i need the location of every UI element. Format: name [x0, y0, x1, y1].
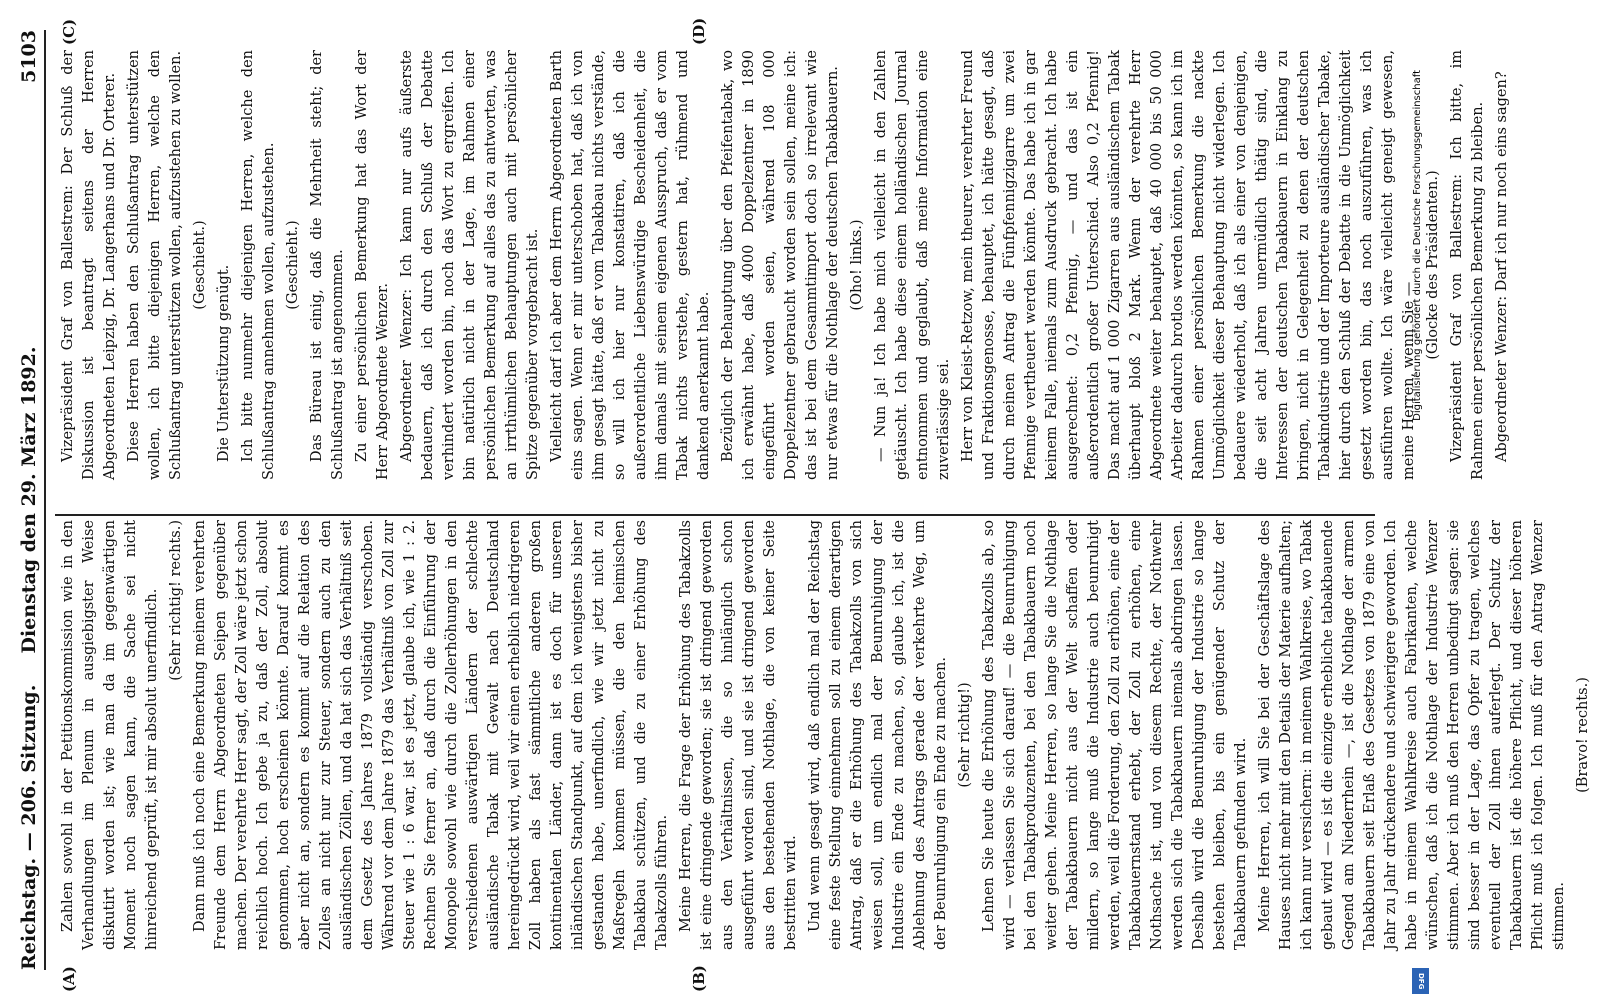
paragraph: Und wenn gesagt wird, daß endlich mal der Reichstag eine feste Stellung einnehmen soll zu einem derartigen Antrag, daß er die Erhöhung des Tabakzolls von sich weisen soll, um endlich mal der Beunruhigung der Industrie ein Ende zu machen, so, glaube ich, ist die Ablehnung des Antrags gerade der verkehrte Weg, um der Beunruhigung ein Ende zu machen. — [807, 520, 949, 950]
margin-marker-b: (B) — [690, 965, 708, 992]
paragraph: Zu einer persönlichen Bemerkung hat das Wort der Herr Abgeordnete Wenzer. — [354, 50, 391, 480]
paragraph: Diese Herren haben den Schlußantrag unterstützen wollen, ich bitte diejenigen Herren, welche den Schlußantrag unterstützen wollen, aufzustehen zu wollen. — [126, 50, 184, 480]
paragraph: Meine Herren, ich will Sie bei der Geschäftslage des Hauses nicht mehr mit den Details der Materie aufhalten; ich kann nur versichern: in meinem Wahlkreise, wo Tabak gebaut wird — es ist die einzige erhebliche tabakbauende Gegend am Niederrhein —, ist die Nothlage der armen Tabakbauern seit Erlaß des Gesetzes von 1879 eine von Jahr zu Jahr drückendere und schwierigere geworden. Ich habe in meinem Wahlkreise auch Fabrikanten, welche wünschen, daß ich die Nothlage der Industrie Wenzer stimmen. Aber ich muß den Herren unbedingt sagen: sie sind besser in der Lage, das Opfer zu tragen, welches eventuell der Zoll ihnen auferlegt. Der Schutz der Tabakbauern ist die höhere Pflicht, und dieser höheren Pflicht muß ich folgen. Ich muß für den Antrag Wenzer stimmen. — [1257, 520, 1567, 950]
interjection: (Glocke des Präsidenten.) — [1425, 170, 1441, 360]
paragraph: Lehnen Sie heute die Erhöhung des Tabakzolls ab, so wird — verlassen Sie sich darauf! — die Beunruhigung bei den Tabakproduzenten, bei den Tabakbauern noch weiter gehen. Meine Herren, so lange Sie die Nothlage der Tabakbauern nicht aus der Welt schaffen oder mildern, so lange muß die Industrie auch beunruhigt werden, weil die Forderung, den Zoll zu erhöhen, eine der Tabakbauernstand erhebt, der Zoll zu erhöhen, eine Nothsache ist, und von diesem Rechte, der Nothwehr werden sich die Tabakbauern niemals abdringen lassen. Deshalb wird die Beunruhigung der Industrie so lange bestehen bleiben, bis ein genügender Schutz der Tabakbauern gefunden wird. — [981, 520, 1249, 950]
header-rule — [44, 30, 46, 970]
paragraph: — Nun ja! Ich habe mich vielleicht in den Zahlen getäuscht. Ich habe diese einem holländischen Journal entnommen und geglaubt, daß meine Information eine zuverlässige sei. — [873, 50, 952, 480]
digitization-note — [1410, 70, 1432, 930]
page-header — [14, 30, 44, 970]
interjection: (Geschieht.) — [285, 220, 301, 310]
paragraph: Ich bitte nunmehr diejenigen Herren, welche den Schlußantrag annehmen wollen, aufzustehen. — [240, 50, 277, 480]
paragraph: Abgeordneter Wenzer: Darf ich nur noch eins sagen? — [1494, 71, 1510, 462]
paragraph: Das Büreau ist einig, daß die Mehrheit steht; der Schlußantrag ist angenommen. — [309, 50, 346, 480]
paragraph: Vielleicht darf ich aber dem Herrn Abgeordneten Barth eins sagen. Wenn er mir unterschoben hat, daß ich von ihm gesagt hätte, daß er vom Tabakbau nichts verstände, so will ich hier nur konstatiren, daß ich die außerordentliche Liebenswürdige Bescheidenheit, die ihm damals mit seinem eigenen Ausspruch, daß er vom Tabak nichts verstehe, gestern hat, rühmend und dankend anerkannt habe. — [549, 50, 712, 480]
interjection: (Sehr richtig! rechts.) — [168, 520, 184, 681]
column-divider — [55, 514, 1375, 516]
paragraph: Vizepräsident Graf von Ballestrem: Ich bitte, im Rahmen einer persönlichen Bemerkung zu bleiben. — [1449, 50, 1486, 480]
left-column — [58, 520, 1597, 950]
header-date: Dienstag den 29. März 1892. — [18, 346, 40, 654]
margin-marker-d: (D) — [690, 17, 708, 45]
interjection: (Bravo! rechts.) — [1575, 677, 1591, 793]
paragraph: Bezüglich der Behauptung über den Pfeifentabak, wo ich erwähnt habe, daß 4000 Doppelzentner in 1890 eingeführt worden seien, während 108 000 Doppelzentner gebraucht worden sein sollen, meine ich: das ist bei dem Gesammtimport doch so irrelevant wie nur etwas für die Nothlage der deutschen Tabakbauern. — [720, 50, 841, 480]
paragraph: Meine Herren, die Frage der Erhöhung des Tabakzolls ist eine dringende geworden; sie ist dringend geworden aus den Verhältnissen, die so hinlänglich schon ausgeführt worden sind, und sie ist dringend geworden aus den bestehenden Nothlage, die von keiner Seite bestritten wird. — [678, 520, 799, 950]
header-left: Reichstag. — 206. Sitzung. — [18, 684, 40, 970]
dfg-logo: DFG — [1412, 968, 1429, 994]
paragraph: Die Unterstützung genügt. — [216, 264, 232, 462]
page-number: 5103 — [18, 30, 40, 83]
paragraph: Zahlen sowohl in der Petitionskommission wie in den Verhandlungen im Plenum in ausgiebigster Weise diskutirt worden ist; wie man da im gegenwärtigen Moment noch sagen kann, die Sache sei nicht hinreichend geprüft, ist mir absolut unerfindlich. — [60, 520, 160, 950]
right-column — [58, 50, 1516, 480]
interjection: (Sehr richtig!) — [957, 682, 973, 788]
paragraph: Abgeordneter Wenzer: Ich kann nur aufs äußerste bedauern, daß ich durch den Schluß der Debatte verhindert worden bin, noch das Wort zu ergreifen. Ich bin natürlich nicht in der Lage, im Rahmen einer persönlichen Bemerkung auf alles das zu antworten, was an irrthümlichen Behauptungen auch mit persönlicher Spitze gegenüber vorgebracht ist. — [399, 50, 541, 480]
paragraph: Herr von Kleist-Retzow, mein theurer, verehrter Freund und Fraktionsgenosse, behauptet, ich hätte gesagt, daß durch meinen Antrag die Fünfpfennigzigarre um zwei Pfennige vertheuert werden könnte. Das habe ich in gar keinem Falle, niemals zum Ausdruck gebracht. Ich habe ausgerechnet: 0,2 Pfennig, — und das ist ein außerordentlich großer Unterschied. Also 0,2 Pfennig! Das macht auf 1 000 Zigarren aus ausländischem Tabak überhaupt bloß 2 Mark. Wenn der verehrte Herr Abgeordnete weiter behauptet, daß 40 000 bis 50 000 Arbeiter dadurch brotlos werden könnten, so kann ich im Rahmen einer persönlichen Bemerkung die nackte Unmöglichkeit dieser Behauptung nicht widerlegen. Ich bedauere wiederholt, daß ich als einer von denjenigen, die seit acht Jahren unermüdlich thätig sind, die Interessen der deutschen Tabakbauern in Einklang zu bringen, nicht in Gelegenheit zu denen der deutschen Tabakindustrie und der Importeure ausländischer Tabake, hier durch den Schluß der Debatte in die Unmöglichkeit gesetzt worden bin, das noch auszuführen, was ich ausführen wollte. Ich wäre vielleicht geneigt gewesen, meine Herren, wenn Sie — — [960, 50, 1417, 480]
paragraph: Vizepräsident Graf von Ballestrem: Der Schluß der Diskussion ist beantragt seitens der Herren Abgeordneten Leipzig, Dr. Langerhans und Dr. Orterer. — [60, 50, 118, 480]
paragraph: Dann muß ich noch eine Bemerkung meinem verehrten Freunde dem Herrn Abgeordneten Seipen gegenüber machen. Der verehrte Herr sagt, der Zoll wäre jetzt schon reichlich hoch. Ich gebe ja zu, daß der Zoll, absolut genommen, hoch erscheinen könnte. Darauf kommt es aber nicht an, sondern es kommt auf die Relation des Zolles an nicht nur zur Steuer, sondern auch zu den ausländischen Zöllen, und da hat sich das Verhältniß seit dem Gesetz des Jahres 1879 vollständig verschoben. Während vor dem Jahre 1879 das Verhältniß von Zoll zur Steuer wie 1 : 6 war, ist es jetzt, glaube ich, wie 1 : 2. Rechnen Sie ferner an, daß durch die Einführung der Monopole sowohl wie durch die Zollerhöhungen in den verschiedenen auswärtigen Ländern der schlechte ausländische Tabak mit Gewalt nach Deutschland hereingedrückt wird, weil wir einen erheblich niedrigeren Zoll haben als fast sämmtliche anderen großen kontinentalen Länder, dann ist es doch für unseren inländischen Standpunkt, auf dem ich wenigstens bisher gestanden habe, unerfindlich, wie wir jetzt nicht zu Maßregeln kommen müssen, die den heimischen Tabakbau schützen, und die zu einer Erhöhung des Tabakzolls führen. — [192, 520, 670, 950]
interjection: (Oho! links.) — [849, 219, 865, 311]
digitization-note-text: Digitalisierung gefördert durch die Deutsche Forschungsgemeinschaft — [1412, 70, 1423, 421]
margin-marker-c: (C) — [60, 18, 78, 45]
interjection: (Geschieht.) — [192, 220, 208, 310]
margin-marker-a: (A) — [60, 966, 78, 992]
